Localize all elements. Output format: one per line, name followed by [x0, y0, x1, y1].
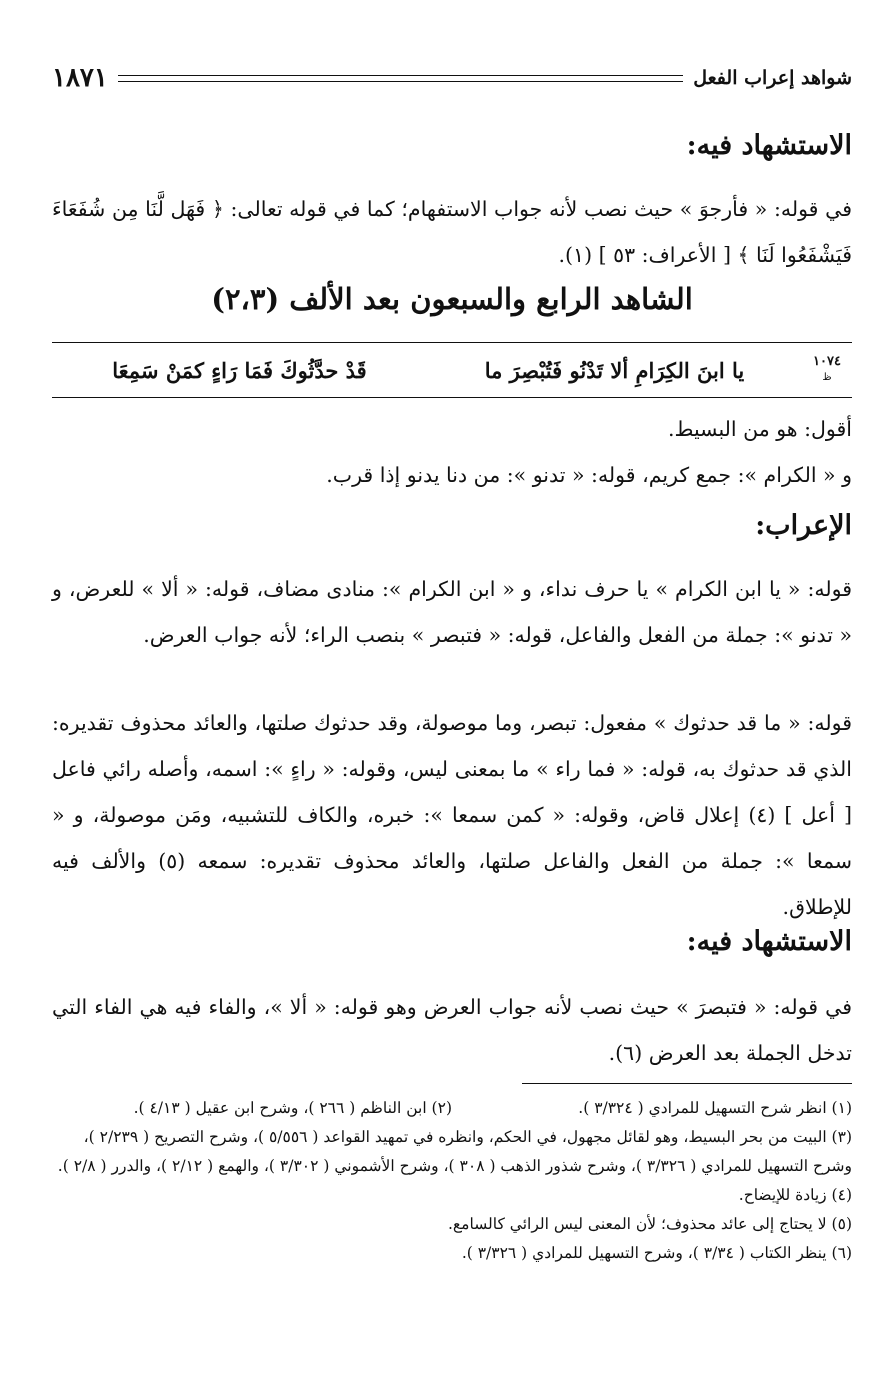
- footnote-3: (٣) البيت من بحر البسيط، وهو لقائل مجهول، في الحكم، وانظره في تمهيد القواعد ( ٥/٥٥٦ )، وشرح التصريح ( ٢/٢٣٩ )، وشرح التسهيل للمرادي ( ٣/٣٢٦ )، وشرح شذور الذهب ( ٣٠٨ )، وشرح الأشموني ( ٣/٣٠٢ )، والهمع ( ٢/١٢ )، والدرر ( ٢/٨ ).: [57, 1128, 852, 1175]
- shahid-title: الشاهد الرابع والسبعون بعد الألف (٢،٣): [211, 282, 693, 316]
- section-heading-istishhad-2: الاستشهاد فيه:: [686, 926, 852, 957]
- footnote-rule: [522, 1083, 852, 1084]
- running-title: شواهد إعراب الفعل: [693, 67, 852, 89]
- footnote-6: (٦) ينظر الكتاب ( ٣/٣٤ )، وشرح التسهيل للمرادي ( ٣/٣٢٦ ).: [461, 1244, 852, 1262]
- verse-number-value: ١٠٧٤: [813, 354, 841, 369]
- footnote-5: (٥) لا يحتاج إلى عائد محذوف؛ لأن المعنى ليس الرائي كالسامع.: [448, 1215, 852, 1233]
- header-rule: [118, 75, 683, 82]
- footnote-2: (٢) ابن الناظم ( ٢٦٦ )، وشرح ابن عقيل ( ٤/١٣ ).: [133, 1099, 452, 1117]
- second-hemistich: قَدْ حدَّثُوكَ فَمَا رَاءٍ كمَنْ سَمِعَا: [112, 357, 367, 383]
- irab-paragraph-1: قوله: « يا ابن الكرام » يا حرف نداء، و « ابن الكرام »: منادى مضاف، قوله: « ألا » للعرض، و « تدنو »: جملة من الفعل والفاعل، قوله: « فتبصر » بنصب الراء؛ لأنه جواب العرض.: [52, 577, 852, 647]
- verse-number: [802, 354, 852, 386]
- verse-number-sub: ظ: [822, 372, 832, 383]
- page-header: [52, 58, 852, 98]
- footnote-1: (١) انظر شرح التسهيل للمرادي ( ٣/٣٢٤ ).: [578, 1099, 852, 1117]
- footnotes: [52, 1094, 852, 1268]
- verse-box: [52, 342, 852, 398]
- footnote-4: (٤) زيادة للإيضاح.: [738, 1186, 852, 1204]
- meter-line: أقول: هو من البسيط.: [668, 417, 852, 441]
- first-hemistich: يا ابنَ الكِرَامِ ألا تَدْنُو فَتُبْصِرَ ما: [484, 357, 745, 383]
- istishhad-paragraph: في قوله: « فأرجوَ » حيث نصب لأنه جواب الاستفهام؛ كما في قوله تعالى: ﴿ فَهَل لَّنَا مِن شُفَعَاءَ فَيَشْفَعُوا لَنَا ﴾ [ الأعراف: ٥٣ ] (١).: [52, 197, 852, 267]
- page-number: ١٨٧١: [52, 63, 108, 93]
- irab-paragraph-2: قوله: « ما قد حدثوك » مفعول: تبصر، وما موصولة، وقد حدثوك صلتها، والعائد محذوف تقديره: الذي قد حدثوك به، قوله: « فما راء » ما بمعنى ليس، وقوله: « راءٍ »: اسمه، وأصله رائي فاعل [ أعل ] (٤) إعلال قاض، وقوله: « كمن سمعا »: خبره، والكاف للتشبيه، ومَن موصولة، و « سمعا »: جملة من الفعل والفاعل صلتها، والعائد محذوف تقديره: سمعه (٥) والألف فيه للإطلاق.: [52, 711, 852, 919]
- vocabulary-line: و « الكرام »: جمع كريم، قوله: « تدنو »: من دنا يدنو إذا قرب.: [326, 463, 852, 487]
- istishhad-paragraph-2: في قوله: « فتبصرَ » حيث نصب لأنه جواب العرض وهو قوله: « ألا »، والفاء فيه هي الفاء التي تدخل الجملة بعد العرض (٦).: [52, 995, 852, 1065]
- irab-heading: الإعراب:: [755, 510, 852, 541]
- section-heading-istishhad: الاستشهاد فيه:: [686, 130, 852, 161]
- footnote-row-1: [52, 1094, 852, 1123]
